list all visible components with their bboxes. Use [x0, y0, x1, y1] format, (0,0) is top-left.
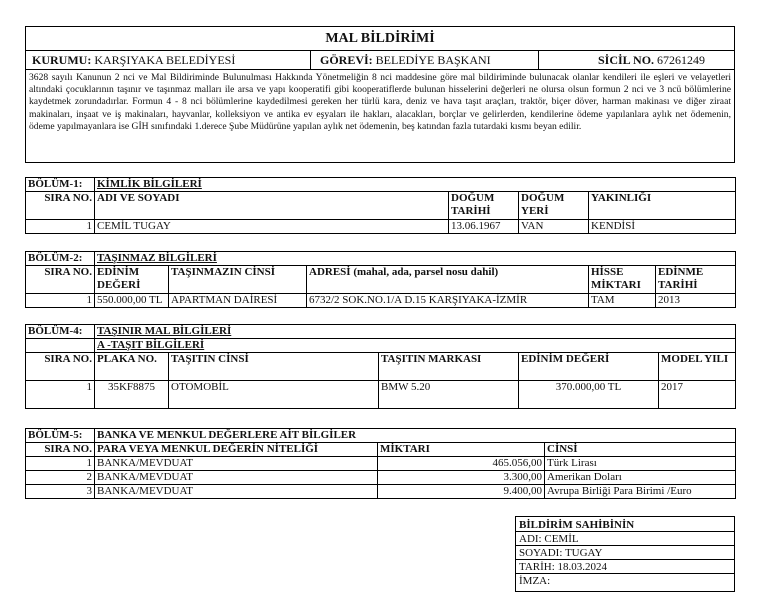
col-edinim-degeri: EDİNİM DEĞERİ [519, 353, 659, 381]
cell-cinsi: Amerikan Doları [545, 471, 736, 485]
signature-adi: ADI: CEMİL [519, 533, 579, 545]
kurumu-field [32, 51, 312, 70]
section-5-header-row [26, 443, 736, 457]
cell-sira: 1 [26, 220, 95, 234]
signature-soyadi: SOYADI: TUGAY [519, 547, 603, 559]
section-5-title: BANKA VE MENKUL DEĞERLERE AİT BİLGİLER [95, 429, 736, 443]
cell-tasit-cinsi: OTOMOBİL [169, 381, 379, 409]
sicil-label: SİCİL NO. [598, 53, 655, 67]
section-5-title-row [26, 429, 736, 443]
gorevi-label: GÖREVİ: [320, 53, 373, 67]
section-5-label: BÖLÜM-5: [26, 429, 95, 443]
sicil-value: 67261249 [657, 53, 706, 67]
signature-imza: İMZA: [519, 575, 551, 587]
col-sira: SIRA NO. [26, 192, 95, 220]
section-2-title-row [26, 252, 736, 266]
table-row [26, 471, 736, 485]
header-row [25, 50, 735, 70]
section-4-title-row [26, 325, 736, 339]
signature-box [515, 516, 735, 592]
col-model-yili: MODEL YILI [659, 353, 736, 381]
col-sira: SIRA NO. [26, 443, 95, 457]
cell-sira: 1 [26, 294, 95, 308]
table-row [26, 294, 736, 308]
section-4-header-row [26, 353, 736, 381]
cell-edinim-degeri: 370.000,00 TL [519, 381, 659, 409]
col-miktari: MİKTARI [378, 443, 545, 457]
cell-miktari: 9.400,00 [378, 485, 545, 499]
cell-cinsi: Avrupa Birliği Para Birimi /Euro [545, 485, 736, 499]
col-edinim-degeri: EDİNİM DEĞERİ [95, 266, 169, 294]
col-dogum-yeri: DOĞUM YERİ [519, 192, 589, 220]
cell-dogum-tarihi: 13.06.1967 [449, 220, 519, 234]
cell-sira: 1 [26, 381, 95, 409]
section-4-subtitle-row [26, 339, 736, 353]
section-1-label: BÖLÜM-1: [26, 178, 95, 192]
section-1-table [25, 177, 736, 234]
section-1-title: KİMLİK BİLGİLERİ [95, 178, 736, 192]
cell-edinme-tarihi: 2013 [656, 294, 736, 308]
section-4-title: TAŞINIR MAL BİLGİLERİ [95, 325, 736, 339]
title-box [25, 26, 735, 51]
cell-hisse-miktari: TAM [589, 294, 656, 308]
sicil-field [598, 51, 738, 70]
col-adi-soyadi: ADI VE SOYADI [95, 192, 449, 220]
cell-sira: 1 [26, 457, 95, 471]
col-tasit-cinsi: TAŞITIN CİNSİ [169, 353, 379, 381]
table-row [26, 220, 736, 234]
cell-yakinligi: KENDİSİ [589, 220, 736, 234]
section-1-header-row [26, 192, 736, 220]
cell-miktari: 465.056,00 [378, 457, 545, 471]
cell-nitelik: BANKA/MEVDUAT [95, 471, 378, 485]
table-row [26, 485, 736, 499]
cell-tasit-markasi: BMW 5.20 [379, 381, 519, 409]
kurumu-value: KARŞIYAKA BELEDİYESİ [94, 53, 236, 67]
page-title: MAL BİLDİRİMİ [325, 31, 435, 46]
col-sira: SIRA NO. [26, 353, 95, 381]
gorevi-field [320, 51, 520, 70]
col-plaka-no: PLAKA NO. [95, 353, 169, 381]
table-row [26, 381, 736, 409]
col-yakinligi: YAKINLIĞI [589, 192, 736, 220]
section-2-header-row [26, 266, 736, 294]
col-tasit-markasi: TAŞITIN MARKASI [379, 353, 519, 381]
gorevi-value: BELEDİYE BAŞKANI [375, 53, 491, 67]
col-tasinmaz-cinsi: TAŞINMAZIN CİNSİ [169, 266, 307, 294]
section-4-label: BÖLÜM-4: [26, 325, 95, 339]
signature-title: BİLDİRİM SAHİBİNİN [519, 519, 635, 531]
cell-dogum-yeri: VAN [519, 220, 589, 234]
col-hisse-miktari: HİSSE MİKTARI [589, 266, 656, 294]
cell-model-yili: 2017 [659, 381, 736, 409]
cell-tasinmaz-cinsi: APARTMAN DAİRESİ [169, 294, 307, 308]
cell-miktari: 3.300,00 [378, 471, 545, 485]
cell-cinsi: Türk Lirası [545, 457, 736, 471]
cell-adresi: 6732/2 SOK.NO.1/A D.15 KARŞIYAKA-İZMİR [307, 294, 589, 308]
col-adresi: ADRESİ (mahal, ada, parsel nosu dahil) [307, 266, 589, 294]
section-4-subtitle: A -TAŞIT BİLGİLERİ [95, 339, 736, 353]
cell-plaka-no: 35KF8875 [95, 381, 169, 409]
section-5-table [25, 428, 736, 499]
col-cinsi: CİNSİ [545, 443, 736, 457]
cell-adi-soyadi: CEMİL TUGAY [95, 220, 449, 234]
section-2-title: TAŞINMAZ BİLGİLERİ [95, 252, 736, 266]
col-dogum-tarihi: DOĞUM TARİHİ [449, 192, 519, 220]
section-4-table [25, 324, 736, 409]
cell-nitelik: BANKA/MEVDUAT [95, 485, 378, 499]
cell-edinim-degeri: 550.000,00 TL [95, 294, 169, 308]
section-2-label: BÖLÜM-2: [26, 252, 95, 266]
signature-tarih: TARİH: 18.03.2024 [519, 561, 608, 573]
cell-nitelik: BANKA/MEVDUAT [95, 457, 378, 471]
col-edinme-tarihi: EDİNME TARİHİ [656, 266, 736, 294]
section-2-table [25, 251, 736, 308]
kurumu-label: KURUMU: [32, 53, 92, 67]
col-nitelik: PARA VEYA MENKUL DEĞERİN NİTELİĞİ [95, 443, 378, 457]
col-sira: SIRA NO. [26, 266, 95, 294]
cell-sira: 2 [26, 471, 95, 485]
cell-sira: 3 [26, 485, 95, 499]
intro-box [25, 69, 735, 163]
table-row [26, 457, 736, 471]
intro-text: 3628 sayılı Kanunun 2 nci ve Mal Bildiriminde Bulunulması Hakkında Yönetmeliğin 8 nci maddesine göre mal bildiriminde bulunacak olanlar kendileri ile eşleri ve velayetleri altındaki çocuklarının taşınır ve taşınmaz malları ile arsa ve yapı kooperatifi gibi kooperatiflerde bulunan hisselerini değerleri ne olursa olsun formun 2 nci ve 3 ncü bölümlerine kaydetmek zorundadırlar. Formun 4 - 8 nci bölümlerine kaydedilmesi gereken her türlü kara, deniz ve hava taşıt araçları, traktör, biçer döver, harman makinası ve diğer ziraat makinaları, inşaat ve iş makinaları, hayvanlar, kolleksiyon ve antika ev eşyaları ile hakları, alacakları, borçlar ve gelirlerden, kendilerine ödeme yapılanlara aylık net ödemenin, ödeme yapılmayanlara ise GİH sınıfındaki 1.derece Şube Müdürüne yapılan aylık net ödemenin, beş katından fazla tutardaki kısmı beyan edilir. [29, 72, 731, 132]
section-1-title-row [26, 178, 736, 192]
